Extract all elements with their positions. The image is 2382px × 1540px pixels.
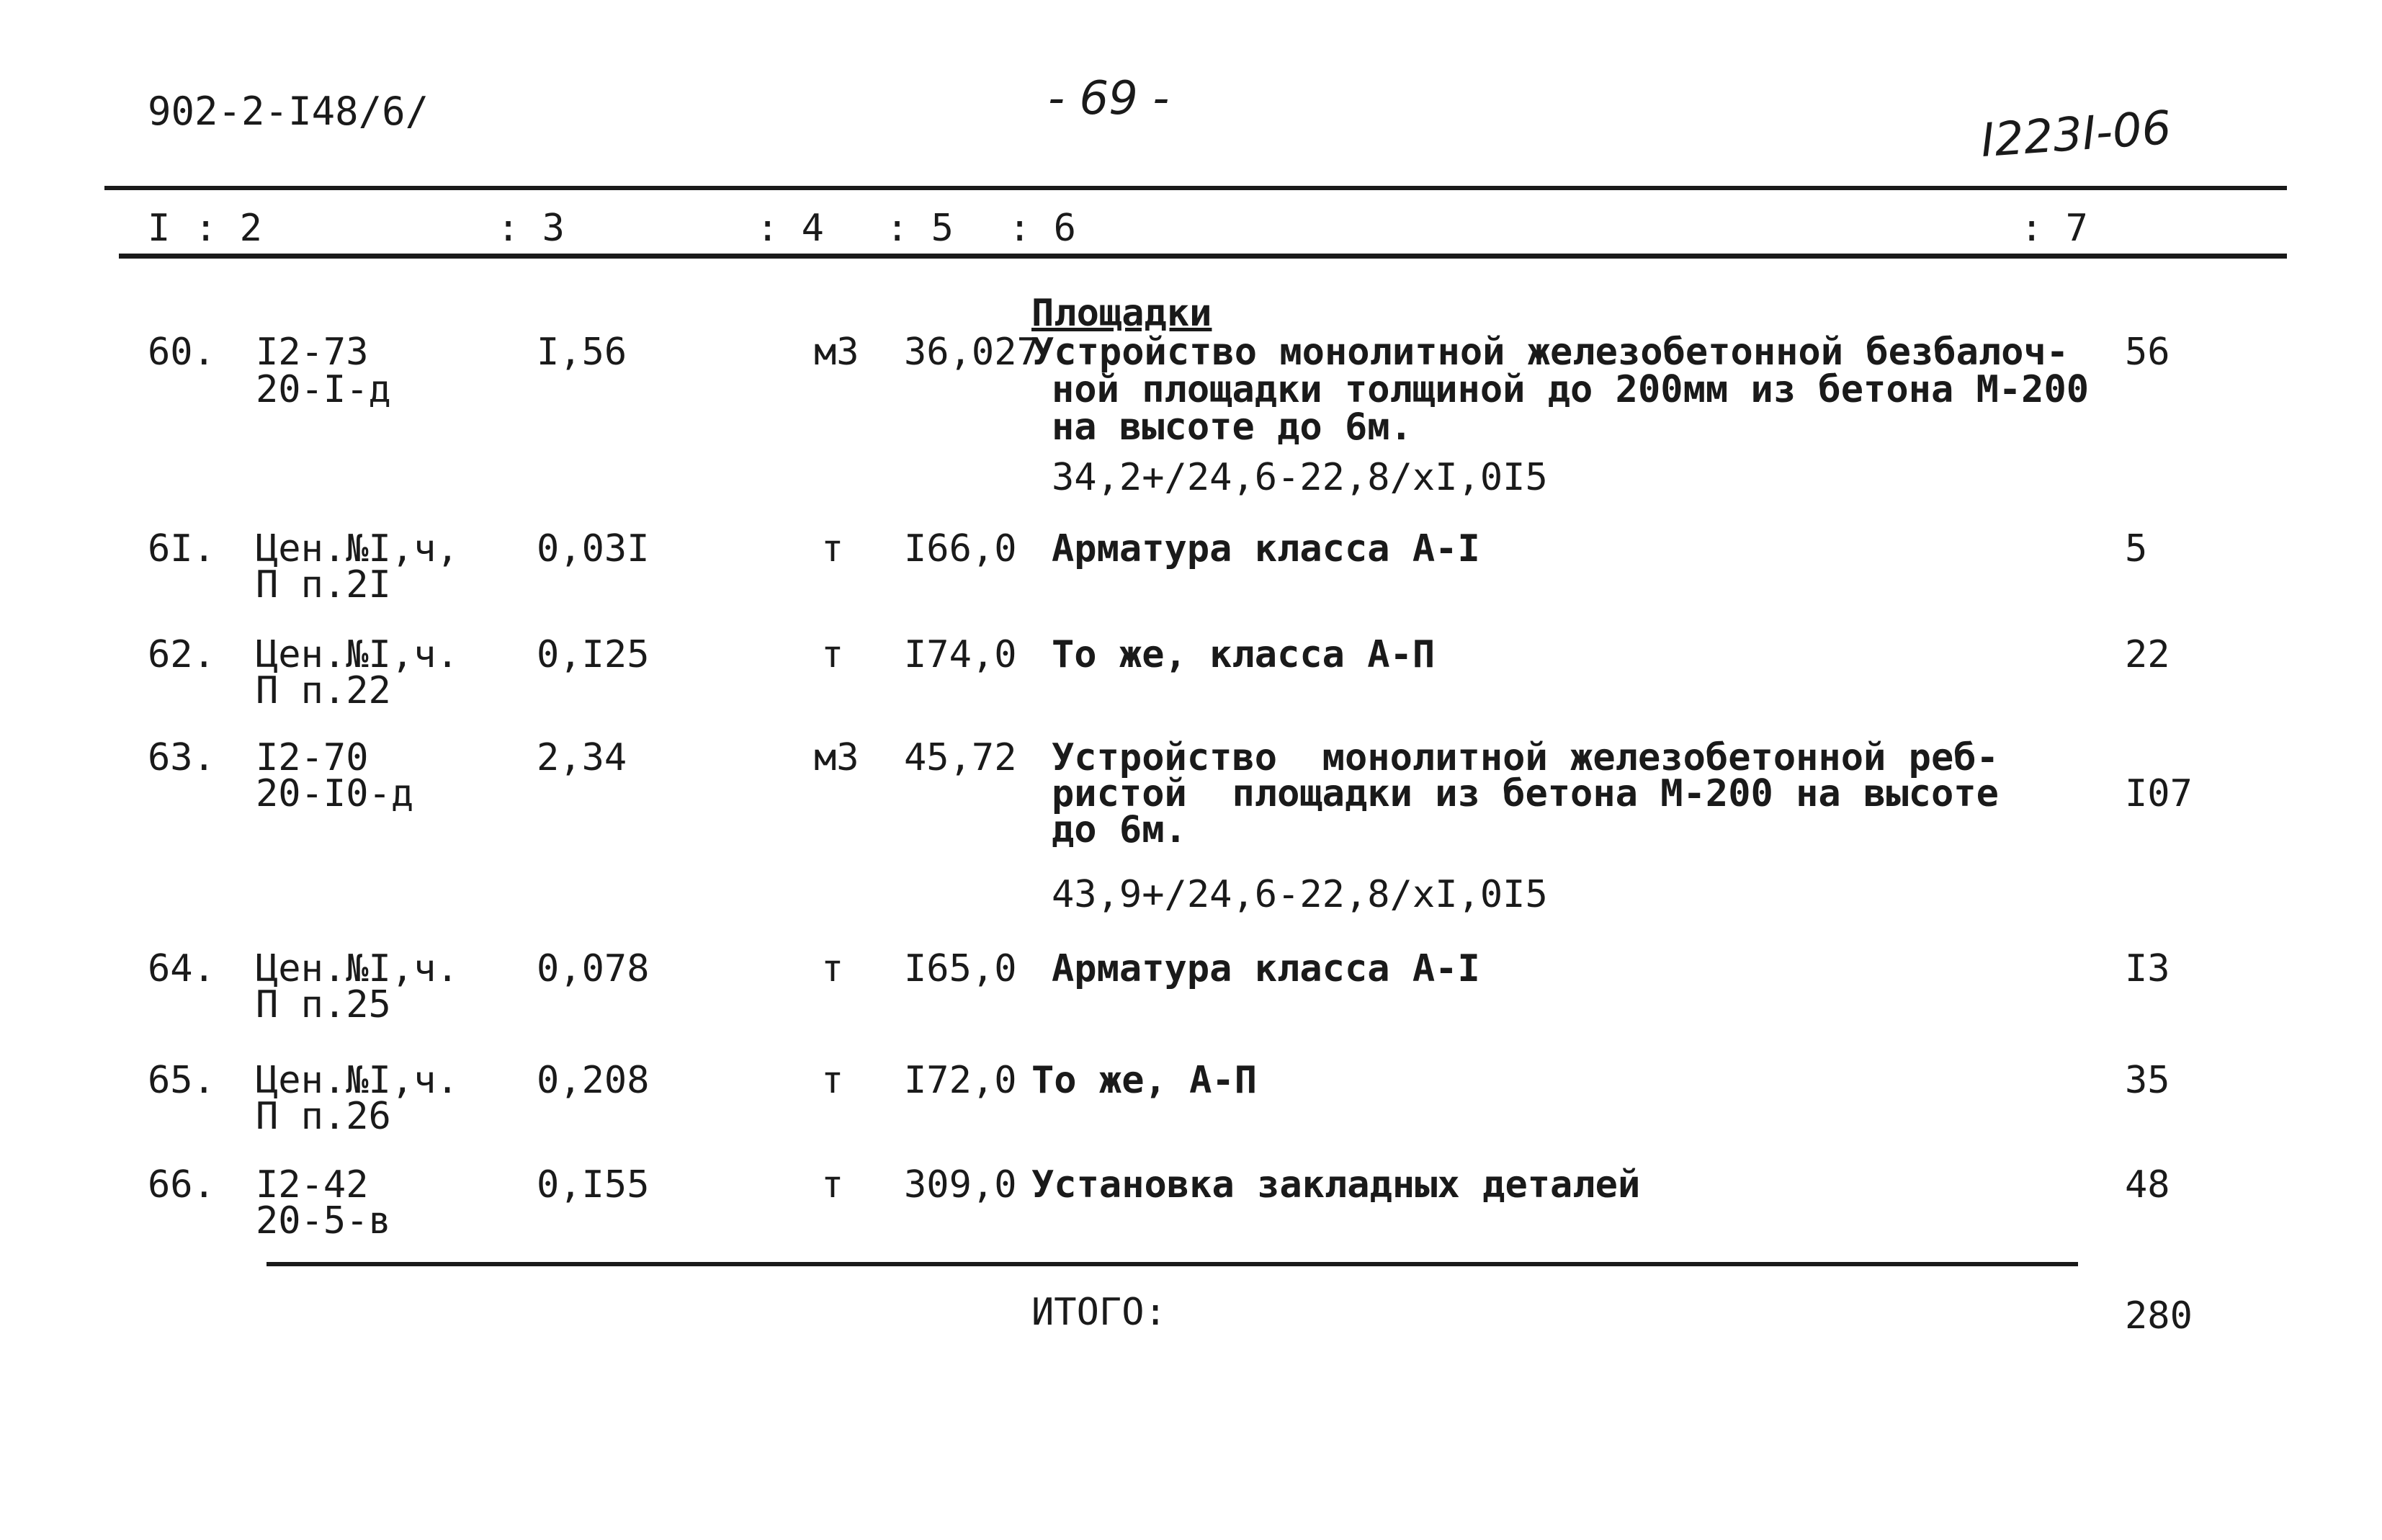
calculation-formula: 43,9+/24,6-22,8/хI,0I5 bbox=[1052, 873, 1548, 916]
norm-code-line2: П п.22 bbox=[256, 669, 391, 712]
description-line1: Устройство монолитной железобетонной реб- bbox=[1052, 736, 1999, 779]
norm-code-line2: П п.2I bbox=[256, 563, 391, 606]
row-number: 63. bbox=[148, 736, 215, 779]
unit: т bbox=[821, 1059, 844, 1102]
norm-code-line1: Цен.№I,ч. bbox=[256, 633, 459, 676]
description-line1: Арматура класса А-I bbox=[1052, 527, 1480, 570]
row-total: 56 bbox=[2125, 331, 2170, 374]
grand-total: 280 bbox=[2125, 1294, 2193, 1338]
description-line1: То же, класса А-П bbox=[1052, 633, 1436, 676]
unit-price: 309,0 bbox=[904, 1163, 1017, 1207]
row-number: 60. bbox=[148, 331, 215, 374]
norm-code-line2: 20-5-в bbox=[256, 1199, 391, 1243]
description-line1: Устройство монолитной железобетонной безбалоч- bbox=[1031, 331, 2069, 374]
row-total: 48 bbox=[2125, 1163, 2170, 1207]
unit: т bbox=[821, 527, 844, 570]
row-total: 5 bbox=[2125, 527, 2148, 570]
norm-code-line2: 20-I-д bbox=[256, 368, 391, 411]
unit-price: 36,027 bbox=[904, 331, 1039, 374]
description-line1: Арматура класса А-I bbox=[1052, 947, 1480, 990]
description-line1: То же, А-П bbox=[1031, 1059, 1258, 1102]
header-rule-top bbox=[104, 186, 2287, 190]
quantity: I,56 bbox=[537, 331, 627, 374]
unit-price: I66,0 bbox=[904, 527, 1017, 570]
quantity: 2,34 bbox=[537, 736, 627, 779]
unit-price: 45,72 bbox=[904, 736, 1017, 779]
quantity: 0,208 bbox=[537, 1059, 650, 1102]
row-total: I07 bbox=[2125, 772, 2193, 815]
column-header-4: : 4 bbox=[756, 207, 824, 250]
header-rule-bottom bbox=[119, 254, 2287, 259]
column-header-7: : 7 bbox=[2020, 207, 2088, 250]
unit: т bbox=[821, 947, 844, 990]
norm-code-line1: I2-70 bbox=[256, 736, 369, 779]
unit-price: I72,0 bbox=[904, 1059, 1017, 1102]
norm-code-line1: I2-73 bbox=[256, 331, 369, 374]
total-rule bbox=[267, 1262, 2078, 1266]
quantity: 0,I25 bbox=[537, 633, 650, 676]
row-total: 22 bbox=[2125, 633, 2170, 676]
unit-price: I74,0 bbox=[904, 633, 1017, 676]
page-number: - 69 - bbox=[1048, 72, 1170, 125]
description-line2: ной площадки толщиной до 200мм из бетона М-200 bbox=[1052, 368, 2090, 411]
unit: м3 bbox=[814, 736, 859, 779]
norm-code-line1: Цен.№I,ч. bbox=[256, 1059, 459, 1102]
column-header-1: I bbox=[148, 207, 171, 250]
unit: т bbox=[821, 633, 844, 676]
unit: м3 bbox=[814, 331, 859, 374]
quantity: 0,I55 bbox=[537, 1163, 650, 1207]
column-header-2: : 2 bbox=[194, 207, 262, 250]
column-header-3: : 3 bbox=[497, 207, 565, 250]
row-number: 62. bbox=[148, 633, 215, 676]
row-number: 65. bbox=[148, 1059, 215, 1102]
norm-code-line2: П п.25 bbox=[256, 983, 391, 1026]
column-header-6: : 6 bbox=[1008, 207, 1076, 250]
norm-code-line1: Цен.№I,ч. bbox=[256, 947, 459, 990]
document-code: 902-2-I48/6/ bbox=[148, 89, 429, 134]
calculation-formula: 34,2+/24,6-22,8/хI,0I5 bbox=[1052, 456, 1548, 499]
section-title: Площадки bbox=[1031, 292, 1212, 335]
row-number: 64. bbox=[148, 947, 215, 990]
row-number: 6I. bbox=[148, 527, 215, 570]
row-number: 66. bbox=[148, 1163, 215, 1207]
norm-code-line2: 20-I0-д bbox=[256, 772, 414, 815]
description-line3: на высоте до 6м. bbox=[1052, 406, 1412, 449]
unit-price: I65,0 bbox=[904, 947, 1017, 990]
quantity: 0,078 bbox=[537, 947, 650, 990]
column-header-5: : 5 bbox=[886, 207, 954, 250]
norm-code-line1: Цен.№I,ч, bbox=[256, 527, 459, 570]
unit: т bbox=[821, 1163, 844, 1207]
description-line3: до 6м. bbox=[1052, 808, 1187, 851]
row-total: I3 bbox=[2125, 947, 2170, 990]
row-total: 35 bbox=[2125, 1059, 2170, 1102]
reference-number: I223I-06 bbox=[1979, 101, 2173, 169]
description-line1: Установка закладных деталей bbox=[1031, 1163, 1641, 1207]
total-label: ИТОГО: bbox=[1031, 1291, 1167, 1334]
norm-code-line1: I2-42 bbox=[256, 1163, 369, 1207]
quantity: 0,03I bbox=[537, 527, 650, 570]
norm-code-line2: П п.26 bbox=[256, 1095, 391, 1138]
description-line2: ристой площадки из бетона М-200 на высоте bbox=[1052, 772, 1999, 815]
